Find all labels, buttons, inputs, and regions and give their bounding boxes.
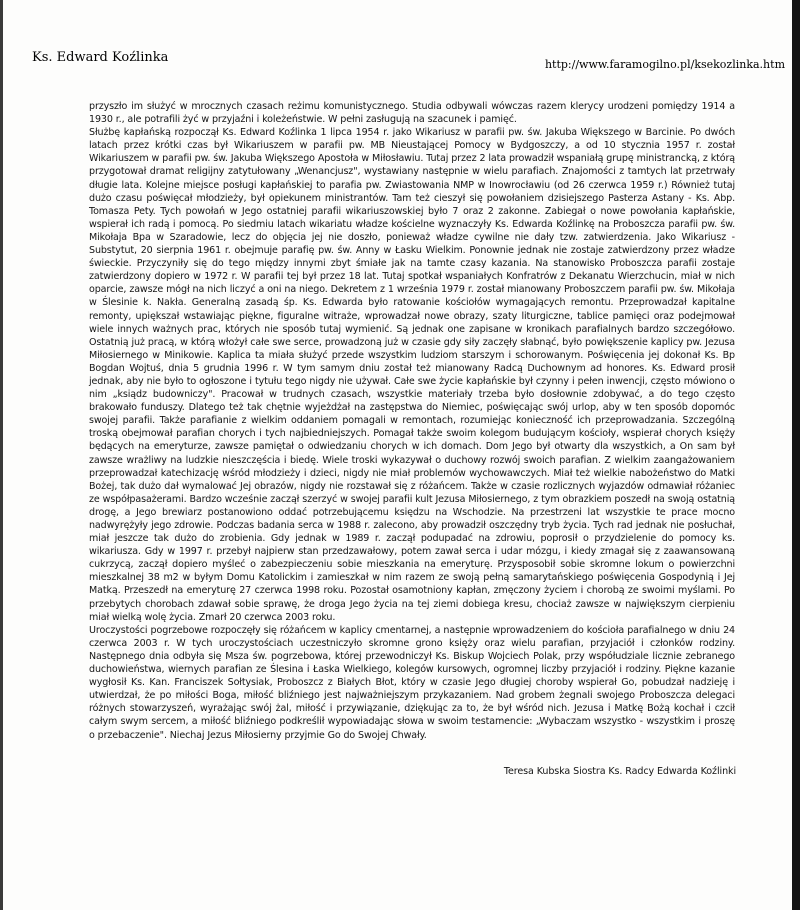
scan-edge-right: [792, 0, 800, 910]
header-url: http://www.faramogilno.pl/ksekozlinka.htm: [544, 58, 785, 71]
header-author: Ks. Edward Koźlinka: [32, 50, 169, 65]
signature: Teresa Kubska Siostra Ks. Radcy Edwarda Koźlinki: [503, 766, 736, 777]
paragraph: Uroczystości pogrzebowe rozpoczęły się różańcem w kaplicy cmentarnej, a następnie wprowadzeniem do kościoła parafialnego w dniu 24 czerwca 2003 r. W tych uroczystościach uczestniczyło skromne grono księży oraz wielu parafian, przyjaciół i członków rodziny. Następnego dnia odbyła się Msza św. pogrzebowa, której przewodniczył Ks. Biskup Wojciech Polak, przy współudziale licznie zebranego duchowieństwa, wiernych parafian ze Ślesina i Łaska Wielkiego, kolegów kursowych, ogromnej liczby przyjaciół i rodziny. Piękne kazanie wygłosił Ks. Kan. Franciszek Sołtysiak, Proboszcz z Białych Błot, który w czasie Jego długiej choroby wspierał Go, pobudzał nadzieję i utwierdzał, że po miłości Boga, miłość bliźniego jest najważniejszym przykazaniem. Nad grobem żegnali swojego Proboszcza delegaci różnych stowarzyszeń, wyrażając swój żal, miłość i przywiązanie, dziękując za to, że był wśród nich. Jezusa i Matkę Bożą kochał i czcił całym swym sercem, a miłość bliźniego podkreślił wypowiadając słowa w swoim testamencie: „Wybaczam wszystko - wszystkim i proszę o przebaczenie". Niechaj Jezus Miłosierny przyjmie Go do Swojej Chwały.: [89, 624, 735, 741]
paragraph: Służbę kapłańską rozpoczął Ks. Edward Koźlinka 1 lipca 1954 r. jako Wikariusz w parafii pw. św. Jakuba Większego w Barcinie. Po dwóch latach przez krótki czas był Wikariuszem w parafii pw. MB Nieustającej Pomocy w Bydgoszczy, a od 10 stycznia 1957 r. został Wikariuszem w parafii pw. św. Jakuba Większego Apostoła w Miłosławiu. Tutaj przez 2 lata prowadził wspaniałą grupę ministrancką, z którą przygotował dramat religijny zatytułowany „Wenancjusz", wystawiany następnie w wielu parafiach. Znajomości z tamtych lat przetrwały długie lata. Kolejne miejsce posługi kapłańskiej to parafia pw. Zwiastowania NMP w Inowrocławiu (od 26 czerwca 1959 r.) Również tutaj dużo czasu poświęcał młodzieży, był opiekunem ministrantów. Tam też cieszył się powołaniem dzisiejszego Pasterza Astany - Ks. Abp. Tomasza Pety. Tych powołań w Jego ostatniej parafii wikariuszowskiej było 7 oraz 2 zakonne. Zabiegał o nowe powołania kapłańskie, wspierał ich radą i pomocą. Po siedmiu latach wikariatu władze kościelne wyznaczyły Ks. Edwarda Koźlinkę na Proboszcza parafii pw. św. Mikołaja Bpa w Szaradowie, lecz do objęcia jej nie doszło, ponieważ władze cywilne nie dały tzw. zatwierdzenia. Jako Wikariusz - Substytut, 20 sierpnia 1961 r. obejmuje parafię pw. św. Anny w Łasku Wielkim. Ponownie jednak nie zostaje zatwierdzony przez władze świeckie. Przyczyniły się do tego między innymi zbyt śmiałe jak na tamte czasy kazania. Na stanowisko Proboszcza parafii zostaje zatwierdzony dopiero w 1972 r. W parafii tej był przez 18 lat. Tutaj spotkał wspaniałych Konfratrów z Dekanatu Wierzchucin, miał w nich oparcie, zawsze mógł na nich liczyć a oni na niego. Dekretem z 1 września 1979 r. został mianowany Proboszczem parafii pw. św. Mikołaja w Ślesinie k. Nakła. Generalną zasadą śp. Ks. Edwarda było ratowanie kościołów wymagających remontu. Przeprowadzał kapitalne remonty, upiększał wstawiając piękne, figuralne witraże, wprowadzał nowe obrazy, szaty liturgiczne, tablice pamięci oraz podejmował wiele innych ważnych prac, których nie sposób tutaj wymienić. Są jednak one zapisane w kronikach parafialnych bardzo szczegółowo. Ostatnią już pracą, w którą włożył całe swe serce, prowadzoną już w czasie gdy siły zaczęły słabnąć, było powiększenie kaplicy pw. Jezusa Miłosiernego w Minikowie. Kaplica ta miała służyć przede wszystkim ludziom starszym i schorowanym. Poświęcenia jej dokonał Ks. Bp Bogdan Wojtuś, dnia 5 grudnia 1996 r. W tym samym dniu został też mianowany Radcą Duchownym ad honores. Ks. Edward prosił jednak, aby nie było to ogłoszone i tytułu tego nigdy nie używał. Całe swe życie kapłańskie był czynny i pełen inwencji, często mówiono o nim „ksiądz budowniczy". Pracował w trudnych czasach, wszystkie materiały trzeba było dosłownie zdobywać, a do tego często brakowało funduszy. Dlatego też tak chętnie wyjeżdżał na zastępstwa do Niemiec, poświęcając swój urlop, aby w ten sposób dopomóc swojej parafii. Także parafianie z wielkim oddaniem pomagali w remontach, rozumiejąc konieczność ich przeprowadzania. Szczególną troską obejmował parafian chorych i tych najbiedniejszych. Pomagał także swoim kolegom budującym kościoły, wspierał chorych księży będących na emeryturze, zawsze pamiętał o odwiedzaniu chorych w ich domach. Dom Jego był otwarty dla wszystkich, a On sam był zawsze wrażliwy na ludzkie nieszczęścia i biedę. Wiele troski wykazywał o duchowy rozwój swoich parafian. Z wielkim zaangażowaniem przeprowadzał katechizację wśród młodzieży i dzieci, nigdy nie miał problemów wychowawczych. Miał też wielkie nabożeństwo do Matki Bożej, tak dużo dał wymalować Jej obrazów, nigdy nie rozstawał się z różańcem. Także w czasie rozlicznych wyjazdów odmawiał różaniec ze współpasażerami. Bardzo wcześnie zaczął szerzyć w swojej parafii kult Jezusa Miłosiernego, z tym obrazkiem poszedł na swoją ostatnią drogę, a Jego brewiarz postanowiono oddać potrzebującemu księdzu na Wschodzie. Na przestrzeni lat wszystkie te prace mocno nadwyrężyły jego zdrowie. Podczas badania serca w 1988 r. zalecono, aby prowadził oszczędny tryb życia. Tych rad jednak nie posłuchał, miał jeszcze tak dużo do zrobienia. Gdy jednak w 1989 r. zaczął podupadać na zdrowiu, poprosił o przydzielenie do pomocy ks. wikariusza. Gdy w 1997 r. przebył najpierw stan przedzawałowy, potem zawał serca i udar mózgu, i kiedy zmagał się z zaawansowaną cukrzycą, zaczął dopiero myśleć o zabezpieczeniu sobie mieszkania na emeryturę. Przysposobił sobie skromne lokum o powierzchni mieszkalnej 38 m2 w byłym Domu Katolickim i zamieszkał w nim razem ze swoją pełną samarytańskiego poświęcenia Gospodynią i Jej Matką. Przeszedł na emeryturę 27 czerwca 1998 roku. Pozostał osamotniony kapłan, zmęczony życiem i chorobą ze swoimi myślami. Po przebytych chorobach zdawał sobie sprawę, że droga Jego życia na tej ziemi dobiega kresu, chociaż zawsze w największym cierpieniu miał wielką wolę życia. Zmarł 20 czerwca 2003 roku.: [89, 127, 735, 623]
scan-edge-left: [0, 0, 3, 910]
article-body: [89, 100, 735, 742]
paragraph: przyszło im służyć w mrocznych czasach reżimu komunistycznego. Studia odbywali wówczas razem klerycy urodzeni pomiędzy 1914 a 1930 r., ale potrafili żyć w przyjaźni i koleżeństwie. W pełni zasługują na szacunek i pamięć.: [89, 101, 735, 126]
